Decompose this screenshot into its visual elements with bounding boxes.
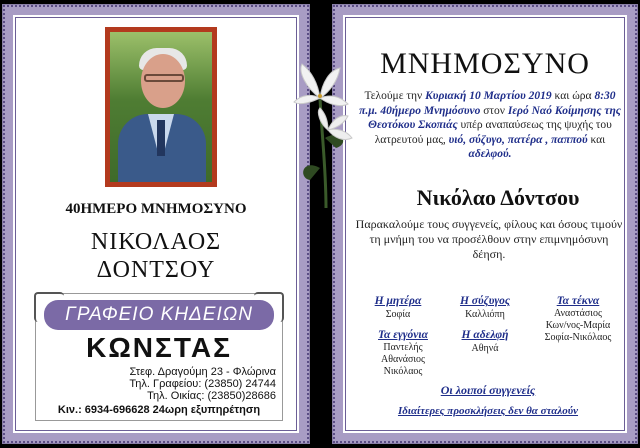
wife-label: Η σύζυγος bbox=[459, 295, 510, 307]
left-panel bbox=[2, 4, 310, 444]
grandchildren-label: Τα εγγόνια bbox=[378, 329, 428, 341]
children-name-2: Κων/νος-Μαρία bbox=[545, 320, 611, 331]
portrait-photo bbox=[105, 27, 217, 187]
right-panel bbox=[332, 4, 638, 444]
grandchildren-name-1: Παντελής bbox=[383, 342, 423, 353]
deceased-first-name: ΝΙΚΟΛΑΟΣ bbox=[90, 229, 222, 255]
sister-name: Αθηνά bbox=[471, 343, 499, 354]
lily-flower-icon bbox=[292, 58, 362, 208]
footer-note: Ιδιαίτερες προσκλήσεις δεν θα σταλούν bbox=[397, 405, 579, 417]
notice-title: ΜΝΗΜΟΣΥΝΟ bbox=[380, 47, 590, 80]
request-text: Παρακαλούμε τους συγγενείς, φίλους και όσους τιμούν τη μνήμη του να προσέλθουν στην επιμνημόσυνη δέηση. bbox=[355, 217, 623, 261]
funeral-home-home-phone: Τηλ. Οικίας: (23850)28686 bbox=[147, 390, 276, 402]
deceased-name: Νικόλαο Δόντσου bbox=[416, 185, 580, 210]
deceased-last-name: ΔΟΝΤΣΟΥ bbox=[96, 257, 216, 283]
funeral-home-title: ΓΡΑΦΕΙΟ ΚΗΔΕΙΩΝ bbox=[44, 300, 274, 330]
funeral-home-ad bbox=[35, 293, 283, 421]
grandchildren-name-2: Αθανάσιος bbox=[380, 354, 426, 365]
mother-label: Η μητέρα bbox=[374, 295, 422, 307]
funeral-home-address: Στεφ. Δραγούμη 23 - Φλώρινα bbox=[129, 366, 276, 378]
mother-name: Σοφία bbox=[385, 309, 411, 320]
wife-name: Καλλιόπη bbox=[465, 309, 505, 320]
funeral-home-office-phone: Τηλ. Γραφείου: (23850) 24744 bbox=[129, 378, 276, 390]
other-relatives: Οι λοιποί συγγενείς bbox=[440, 383, 536, 397]
children-label: Τα τέκνα bbox=[556, 295, 600, 307]
memorial-heading: 40ΗΜΕΡΟ ΜΝΗΜΟΣΥΝΟ bbox=[65, 201, 247, 217]
announcement-text: Τελούμε την Κυριακή 10 Μαρτίου 2019 και ώρα 8:30 π.μ. 40ήμερο Μνημόσυνο στον Ιερό Ναό Κοίμησης της Θεοτόκου Σκοπιάς υπέρ αναπαύσεως της ψυχής του λατρευτού μας, υιό, σύζυγο, πατέρα , παππού και αδελφού. bbox=[359, 90, 621, 160]
grandchildren-name-3: Νικόλαος bbox=[383, 366, 423, 377]
funeral-home-name: ΚΩΝΣΤΑΣ bbox=[86, 332, 232, 363]
sister-label: Η αδελφή bbox=[461, 329, 509, 341]
children-name-1: Αναστάσιος bbox=[554, 308, 602, 319]
children-name-3: Σοφία-Νικόλαος bbox=[544, 332, 612, 343]
funeral-home-mobile: Κιν.: 6934-696628 24ωρη εξυπηρέτηση bbox=[57, 404, 261, 416]
